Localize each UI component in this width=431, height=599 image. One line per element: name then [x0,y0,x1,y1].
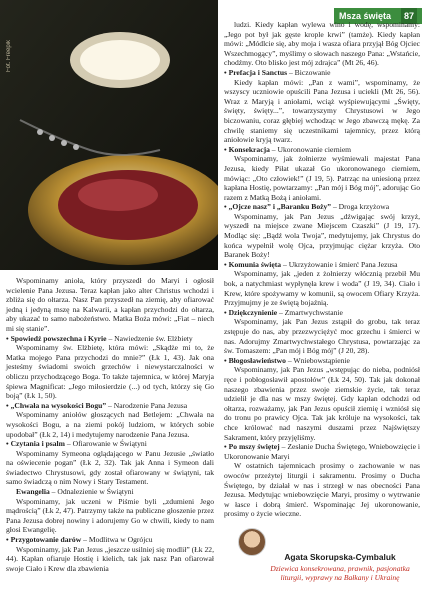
chalice-illustration [0,0,218,270]
paragraph [224,356,420,366]
paragraph-text: Wspominamy, jak Pan Jezus zstąpił do grobu, tak teraz zstępuje do nas, aby przezwyciężyć moc grzechu i śmierci w nas. Adorujmy Zmartwychwstałego Chrystusa, powtarzając za św. Tomaszem: „Pan mój i Bóg mój” (J 20, 28). [224,317,420,356]
paragraph-text: – Biczowanie [287,67,331,77]
paragraph-text: Wspominamy aniołów głoszących nad Betlejem: „Chwała na wysokości Bogu, a na ziemi pokój ludziom, w których sobie upodobał” (Łk 2, 14) i medytujemy narodzenie Pana Jezusa. [6,410,214,439]
paragraph-text: Wspominamy Symeona oglądającego w Panu Jezusie „światło na oświecenie pogan” (Łk 2, 32). Tak jak Anna i Symeon dali świadectwo Chrystusowi, gdy został ofiarowany w świątyni, tak samo świadczą o nim Nowy i Stary Testament. [6,448,214,487]
paragraph-text: – Odnalezienie w Świątyni [49,487,134,497]
paragraph-text: Wspominamy, jak Pan Jezus „wstępując do nieba, podniósł ręce i pobłogosławił apostołów” (Łk 24, 50). Tak jak dokonał naszego zbawienia przez swoje ziemskie życie, tak teraz udzielił je dla nas w mszy świętej. Gdy kapłan odchodzi od ołtarza, rozważamy, jak Pan Jezus opuścił ziemię i wzniósł się do tronu po prawicy Ojca. Tak jak króluje na wysokości, tak chce królować nad naszymi duszami przez Najświętszy Sakrament, który przyjęliśmy. [224,365,420,442]
section-label: • Po mszy świętej [224,442,280,451]
section-label: • Komunia święta [224,260,281,269]
article-column-right [224,20,420,519]
section-label: • Spowiedź powszechna i Kyrie [6,334,107,343]
article-column-left [6,276,214,573]
paragraph-text: – Narodzenie Pana Jezusa [106,400,188,410]
paragraph-text: – Ukoronowanie cierniem [269,144,352,154]
section-label: • „Chwała na wysokości Bogu” [6,401,106,410]
paragraph [224,461,420,519]
paragraph-text: W ostatnich tajemnicach prosimy o zachowanie w nas owoców przeżytej liturgii i sakramentu. Prosimy o Ducha Świętego, by działał w nas i strzegł w nas obecności Pana Jezusa. Medytując wniebowzięcie Maryi, prosimy o wytrwanie w łasce i dobrą śmierć. Wspominając Jej ukoronowanie, prosimy o życie wieczne. [224,461,420,519]
page-number: 87 [401,8,417,24]
paragraph-text: – Modlitwa w Ogrójcu [81,535,153,545]
paragraph [6,545,214,574]
photo-chalice [0,0,218,270]
paragraph [224,68,420,78]
paragraph-text: – Wniebowstąpienie [285,355,350,365]
paragraph [6,334,214,344]
paragraph [6,410,214,439]
paragraph-text: Wspominamy, jak „jeden z żołnierzy włócznią przebił Mu bok, a natychmiast wypłynęła krew i woda” (J 19, 34). Ciało i Krew, które spożywamy w komunii, są owocem Ofiary Krzyża. Przyjmujmy je ze świętą bojaźnią. [224,269,420,308]
paragraph-text: – Zmartwychwstanie [277,307,343,317]
paragraph [6,439,214,449]
paragraph-text: – Zesłanie Ducha Świętego, Wniebowzięcie i Ukoronowanie Maryi [224,442,420,461]
paragraph [224,78,420,145]
paragraph [6,276,214,334]
paragraph-text: Wspominamy, jak Pan Jezus „dźwigając swój krzyż, wyszedł na miejsce zwane Miejscem Czaszki” (J 19, 17). Modląc się: „Bądź wola Twoja”, medytujemy, jak Chrystus do końca wypełnił wolę Ojca, przyjmując ciężar krzyża. Oto Baranek Boży! [224,211,420,260]
paragraph-text: Wspominamy, jak Pan Jezus „jeszcze usilniej się modlił” (Łk 22, 44). Kapłan ofiaruje Hostię i kielich, tak jak nasz Pan ofiarował swoje Ciało i Krew dla zbawienia [6,544,214,573]
author-box [224,534,420,594]
author-name: Agata Skorupska-Cymbaluk [284,552,396,562]
paragraph-text: Wspominamy św. Elżbietę, która mówi: „Skądże mi to, że Matka mojego Pana przychodzi do mnie?” (Łk 1, 43). Jak ona jesteśmy świadomi swoich grzechów i niewystarczalności w obliczu przychodzącego Boga. To także tajemnica, w której Maryja śpiewa Magnificat: „Jego miłosierdzie (...) od tych, którzy się Go boją” (Łk 1, 50). [6,343,214,401]
paragraph [6,497,214,535]
paragraph [224,260,420,270]
section-label: • „Ojcze nasz” i „Baranku Boży” [224,202,331,211]
section-label: • Przygotowanie darów [6,535,81,544]
paragraph [6,401,214,411]
author-description: Dziewica konsekrowana, prawnik, pasjonatka liturgii, wyprawy na Bałkany i Ukrainę [270,564,410,583]
photo-credit: Fot. Freepik [6,40,12,73]
paragraph-text: Wspominamy, jak żołnierze wyśmiewali majestat Pana Jezusa, kiedy Piłat ukazał Go ukoronowanego cierniem, mówiąc: „Oto człowiek!” (J 19, 5). Patrząc na uniesioną przez kapłana Hostię, powtarzamy: „Pan mój i Bóg mój”, adorując Go razem z Matką Bożą i aniołami. [224,154,420,202]
section-label: • Czytania i psalm [6,439,65,448]
paragraph [224,442,420,461]
paragraph-text: – Droga krzyżowa [331,202,390,212]
section-label: • Konsekracja [224,145,270,154]
section-label: Ewangelia [16,487,50,497]
section-title: Msza święta [339,11,392,21]
paragraph [6,487,214,497]
paragraph [224,154,420,202]
paragraph [224,317,420,355]
paragraph-text: Wspominamy, jak uczeni w Piśmie byli „zdumieni Jego mądrością” (Łk 2, 47). Patrzymy także na publiczne głoszenie przez Pana Jezusa dobrej nowiny i adorujemy Go w chwili, kiedy to nam głosi Ewangelię. [6,496,214,535]
paragraph [224,20,420,68]
paragraph-text: – Ofiarowanie w Świątyni [65,439,147,449]
paragraph [224,365,420,442]
paragraph [224,202,420,212]
paragraph [224,269,420,307]
paragraph [6,449,214,487]
paragraph [224,212,420,260]
paragraph [6,343,214,401]
paragraph [224,308,420,318]
paragraph [224,145,420,155]
paragraph-text: ludzi. Kiedy kapłan wylewa wino i wodę, wspominamy: „Jego pot był jak gęste krople krwi” (tamże). Kiedy kapłan mówi: „Módlcie się, aby moja i wasza ofiara przyjął Bóg Ojciec Wszechmogący”, myślimy o słowach naszego Pana: „Wstańcie, chodźmy. Oto blisko jest mój zdrajca” (Mt 26, 46). [224,20,420,68]
paragraph [6,535,214,545]
paragraph-text: – Ukrzyżowanie i śmierć Pana Jezusa [281,259,398,269]
section-label: • Błogosławieństwo [224,356,286,365]
section-label: • Prefacja i Sanctus [224,68,287,77]
paragraph-text: – Nawiedzenie św. Elżbiety [106,333,193,343]
section-label: • Dziękczynienie [224,308,277,317]
paragraph-text: Kiedy kapłan mówi: „Pan z wami”, wspominamy, że wszyscy uczniowie opuścili Pana Jezusa i uciekli (Mt 26, 56). Wraz z Maryją i aniołami, wciąż wyśpiewującymi „Święty, święty, święty...”, towarzyszymy Chrystusowi w Jego biczowaniu, coraz głębiej wchodząc w Jego zbawczą mękę. Za chwilę staniemy się uczestnikami tajemnicy, przez którą aniołowie kryją twarz. [224,77,420,145]
paragraph-text: Wspominamy anioła, który przyszedł do Maryi i ogłosił wcielenie Pana Jezusa. Teraz kapłan jako alter Christus wchodzi i zbliża się do ołtarza. Nasz Pan przyszedł na ziemię, aby ofiarować jedną i jedyną mszę na Kalwarii, a kapłan przychodzi do ołtarza, aby ukazać to samo nabożeństwo. Matka Boża mówi: „Fiat – niech mi się stanie”. [6,276,214,333]
